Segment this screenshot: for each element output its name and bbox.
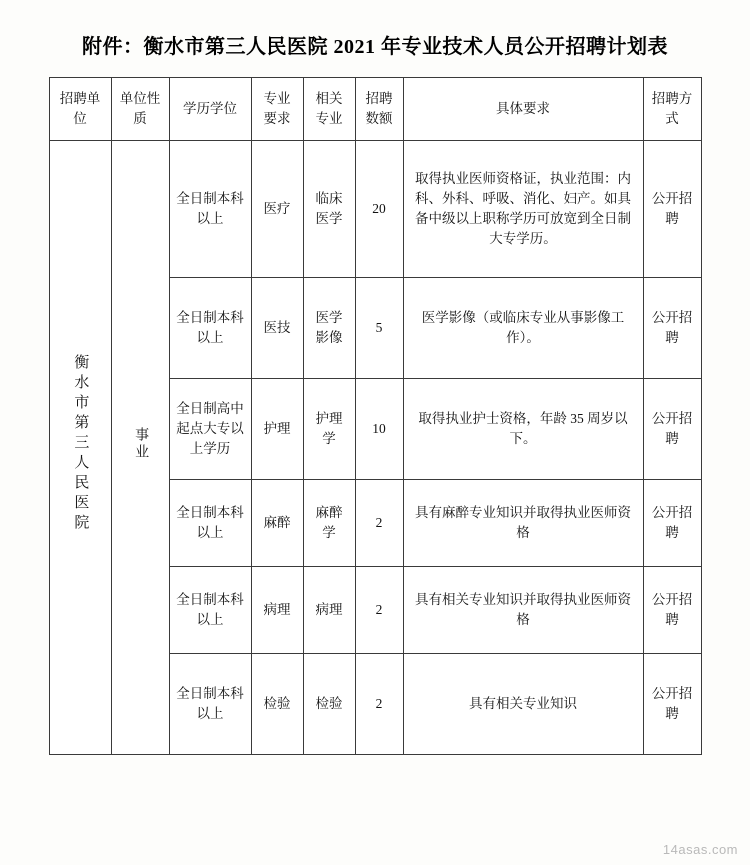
cell-education: 全日制本科以上 [169, 654, 251, 755]
cell-number: 10 [355, 379, 403, 480]
header-related: 相关专业 [303, 78, 355, 141]
page-title: 附件：衡水市第三人民医院 2021 年专业技术人员公开招聘计划表 [82, 36, 668, 58]
cell-major: 麻醉 [251, 480, 303, 567]
cell-unit-nature [111, 141, 169, 755]
header-number: 招聘数额 [355, 78, 403, 141]
cell-method: 公开招聘 [643, 567, 701, 654]
cell-education: 全日制本科以上 [169, 278, 251, 379]
cell-major: 病理 [251, 567, 303, 654]
cell-method: 公开招聘 [643, 480, 701, 567]
cell-major: 检验 [251, 654, 303, 755]
cell-related: 麻醉学 [303, 480, 355, 567]
watermark: 14asas.com [662, 842, 738, 857]
unit-nature-text: 事业 [133, 427, 149, 462]
table-header [49, 78, 701, 141]
cell-related: 临床医学 [303, 141, 355, 278]
cell-requirements: 医学影像（或临床专业从事影像工作）。 [403, 278, 643, 379]
cell-number: 2 [355, 567, 403, 654]
cell-related: 护理学 [303, 379, 355, 480]
cell-education: 全日制本科以上 [169, 567, 251, 654]
cell-method: 公开招聘 [643, 141, 701, 278]
header-unit: 招聘单位 [49, 78, 111, 141]
cell-number: 5 [355, 278, 403, 379]
header-education: 学历学位 [169, 78, 251, 141]
unit-name-text: 衡水市第三人民医院 [72, 354, 89, 535]
cell-number: 20 [355, 141, 403, 278]
cell-education: 全日制本科以上 [169, 480, 251, 567]
cell-related: 病理 [303, 567, 355, 654]
cell-requirements: 具有麻醉专业知识并取得执业医师资格 [403, 480, 643, 567]
cell-education: 全日制本科以上 [169, 141, 251, 278]
cell-requirements: 取得执业医师资格证，执业范围：内科、外科、呼吸、消化、妇产。如具备中级以上职称学历可放宽到全日制大专学历。 [403, 141, 643, 278]
cell-requirements: 具有相关专业知识并取得执业医师资格 [403, 567, 643, 654]
cell-method: 公开招聘 [643, 654, 701, 755]
header-nature: 单位性质 [111, 78, 169, 141]
header-method: 招聘方式 [643, 78, 701, 141]
cell-number: 2 [355, 654, 403, 755]
cell-major: 医疗 [251, 141, 303, 278]
cell-method: 公开招聘 [643, 278, 701, 379]
header-requirements: 具体要求 [403, 78, 643, 141]
cell-related: 检验 [303, 654, 355, 755]
cell-major: 医技 [251, 278, 303, 379]
cell-requirements: 取得执业护士资格，年龄 35 周岁以下。 [403, 379, 643, 480]
cell-unit-name [49, 141, 111, 755]
cell-related: 医学影像 [303, 278, 355, 379]
cell-education: 全日制高中起点大专以上学历 [169, 379, 251, 480]
table-header-row [49, 78, 701, 141]
table-row [49, 141, 701, 278]
table-body [49, 141, 701, 755]
header-major: 专业要求 [251, 78, 303, 141]
recruitment-plan-table [49, 77, 702, 755]
cell-requirements: 具有相关专业知识 [403, 654, 643, 755]
cell-major: 护理 [251, 379, 303, 480]
cell-method: 公开招聘 [643, 379, 701, 480]
cell-number: 2 [355, 480, 403, 567]
